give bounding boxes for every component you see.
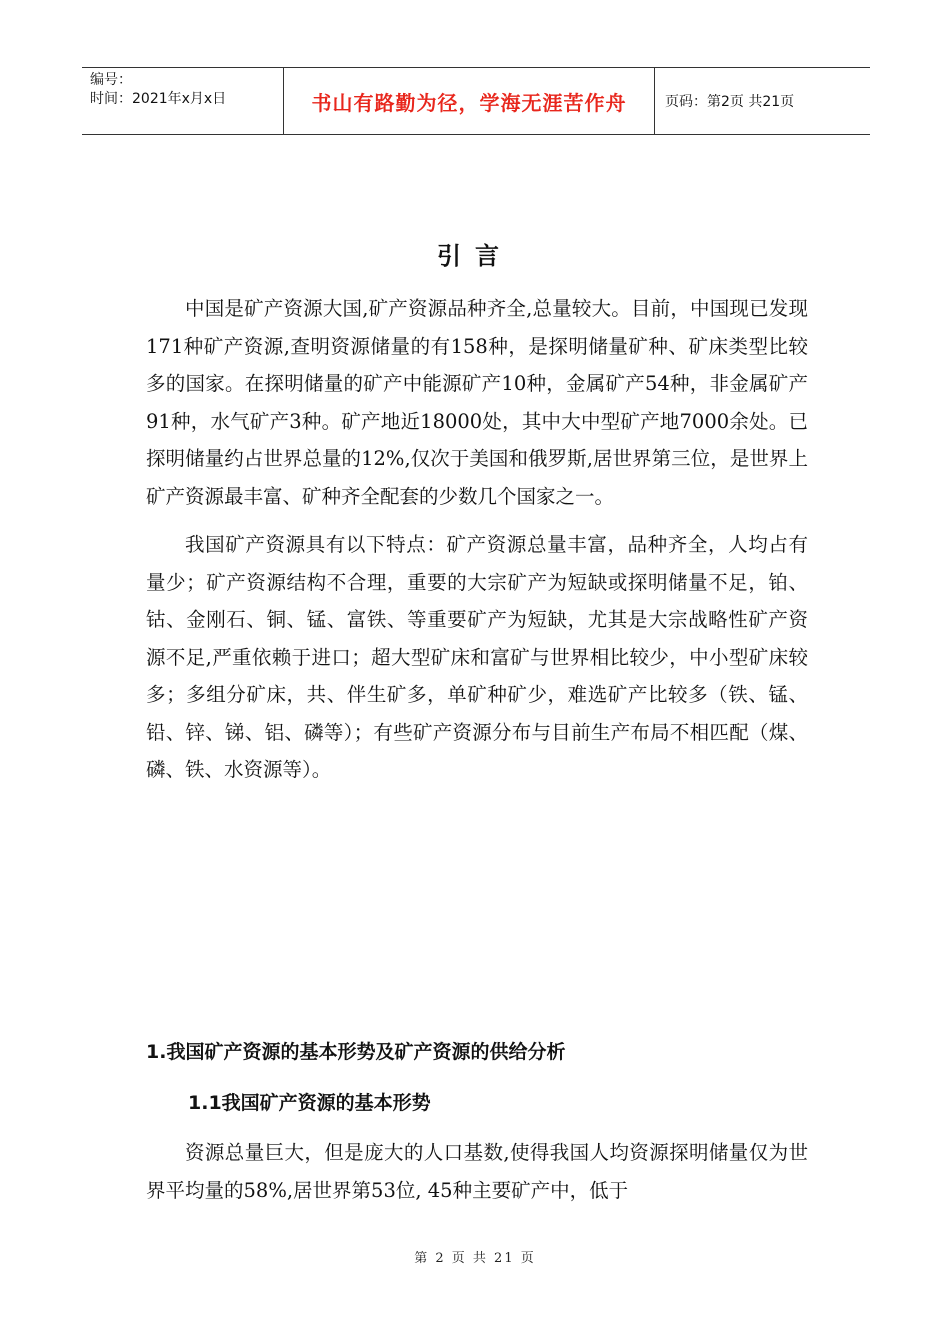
intro-paragraph-1: 中国是矿产资源大国,矿产资源品种齐全,总量较大。目前，中国现已发现171种矿产资源,查明资源储量的有158种，是探明储量矿种、矿床类型比较多的国家。在探明储量的矿产中能源矿产10种，金属矿产54种，非金属矿产91种，水气矿产3种。矿产地近18000处，其中大中型矿产地7000余处。已探明储量约占世界总量的12%,仅次于美国和俄罗斯,居世界第三位，是世界上矿产资源最丰富、矿种齐全配套的少数几个国家之一。: [146, 297, 808, 508]
page-footer: 第 2 页 共 21 页: [414, 1251, 536, 1266]
intro-section: [146, 290, 808, 800]
section-1-1-paragraph: 资源总量巨大，但是庞大的人口基数,使得我国人均资源探明储量仅为世界平均量的58%,居世界第53位, 45种主要矿产中，低于: [146, 1141, 808, 1202]
header-page-code: 页码：第2页 共21页: [665, 94, 795, 110]
section-1-1-body: [146, 1134, 808, 1209]
time-label: 时间：2021年x月x日: [90, 91, 227, 107]
header-motto: 书山有路勤为径，学海无涯苦作舟: [283, 68, 655, 134]
serial-label: 编号：: [90, 72, 132, 88]
document-title: 引言: [437, 242, 513, 270]
section-1-heading: 1.我国矿产资源的基本形势及矿产资源的供给分析: [146, 1041, 566, 1063]
header-meta-cell: [82, 68, 283, 134]
page-header-table: [82, 67, 870, 135]
section-1-1-heading: 1.1我国矿产资源的基本形势: [188, 1092, 431, 1114]
intro-paragraph-2: 我国矿产资源具有以下特点：矿产资源总量丰富，品种齐全，人均占有量少；矿产资源结构不合理，重要的大宗矿产为短缺或探明储量不足，铂、钴、金刚石、铜、锰、富铁、等重要矿产为短缺，尤其是大宗战略性矿产资源不足,严重依赖于进口；超大型矿床和富矿与世界相比较少，中小型矿床较多；多组分矿床，共、伴生矿多，单矿种矿少，难选矿产比较多（铁、锰、铅、锌、锑、铝、磷等）；有些矿产资源分布与目前生产布局不相匹配（煤、磷、铁、水资源等）。: [146, 533, 808, 781]
